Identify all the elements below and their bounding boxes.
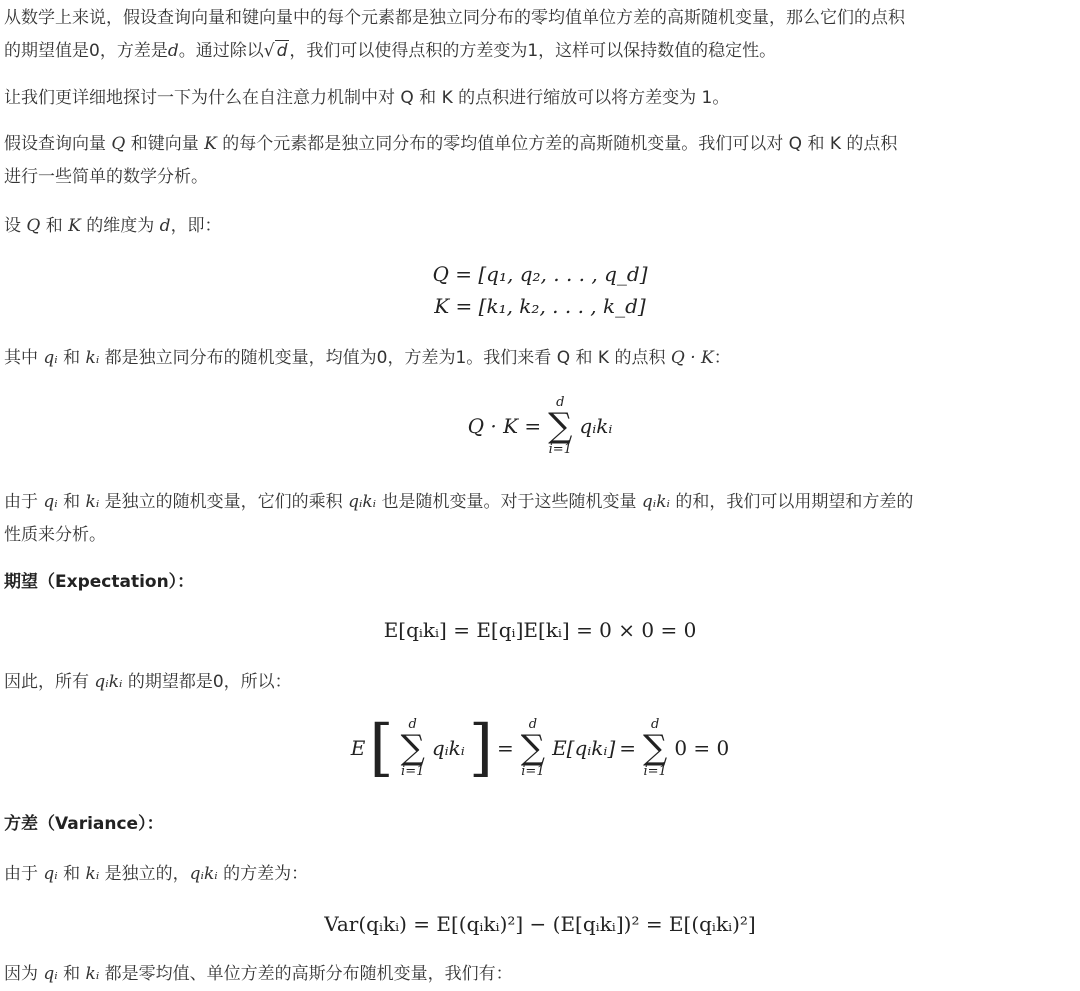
- equation-vector-Q: Q = [q₁, q₂, . . . , q_d]: [432, 262, 648, 286]
- math-d: d: [159, 216, 171, 236]
- math-qiki: qᵢkᵢ: [189, 864, 218, 884]
- math-sqrt-d: √ d: [263, 41, 288, 61]
- equation-vector-K: K = [k₁, k₂, . . . , k_d]: [434, 294, 646, 318]
- paragraph-assumption-line2: 进行一些简单的数学分析。: [4, 167, 208, 187]
- paragraph-therefore: 因此，所有 qᵢkᵢ 的期望都是0，所以：: [4, 672, 292, 692]
- math-Q: Q: [111, 134, 126, 154]
- equation-variance: Var(qᵢkᵢ) = E[(qᵢkᵢ)²] − (E[qᵢkᵢ])² = E[(qᵢkᵢ)²]: [324, 912, 756, 936]
- right-bracket: ]: [468, 711, 494, 784]
- math-K: K: [204, 134, 217, 154]
- text-segment: 。通过除以: [178, 41, 264, 61]
- equation-dot-product: [4, 396, 1076, 456]
- paragraph-assumption: [4, 128, 1076, 194]
- math-qi: qᵢ: [43, 492, 58, 512]
- paragraph-variance-intro: 由于 qᵢ 和 kᵢ 是独立的，qᵢkᵢ 的方差为：: [4, 864, 309, 884]
- math-d: d: [167, 41, 179, 61]
- heading-variance: 方差（Variance）：: [4, 814, 164, 834]
- text-segment: ，我们可以使得点积的方差变为1，这样可以保持数值的稳定性。: [289, 41, 777, 61]
- equation-sum-expectation: E [ d ∑ i=1 qᵢkᵢ ] = d ∑ i=1 E[qᵢkᵢ] = d ∑ i=1 0 = 0: [350, 711, 730, 784]
- math-ki: kᵢ: [85, 492, 100, 512]
- math-qiki: qᵢkᵢ: [94, 672, 123, 692]
- paragraph-intro: [4, 2, 1076, 68]
- equation-lhs: Q · K =: [467, 414, 542, 438]
- math-E: E: [350, 736, 366, 760]
- text-segment: 的期望值是0，方差是: [4, 41, 168, 61]
- paragraph-intro-line2: [4, 35, 1076, 68]
- heading-expectation: 期望（Expectation）：: [4, 572, 195, 592]
- paragraph-intro-line1: 从数学上来说，假设查询向量和键向量中的每个元素都是独立同分布的零均值单位方差的高斯随机变量，那么它们的点积: [4, 8, 905, 28]
- math-qi: qᵢ: [43, 864, 58, 884]
- math-ki: kᵢ: [85, 348, 100, 368]
- summation-symbol: d ∑ i=1: [400, 717, 425, 779]
- paragraph-independence: 由于 qᵢ 和 kᵢ 是独立的随机变量，它们的乘积 qᵢkᵢ 也是随机变量。对于这些随机变量 qᵢkᵢ 的和，我们可以用期望和方差的 性质来分析。: [4, 492, 914, 545]
- left-bracket: [: [369, 711, 394, 784]
- paragraph-assumption-line1: 假设查询向量 Q 和键向量 K 的每个元素都是独立同分布的零均值单位方差的高斯随机变量。我们可以对 Q 和 K 的点积: [4, 134, 898, 154]
- summation-symbol: d ∑ i=1: [548, 395, 573, 457]
- paragraph-gaussian: 因为 qᵢ 和 kᵢ 都是零均值、单位方差的高斯分布随机变量，我们有：: [4, 964, 513, 984]
- paragraph-dimension: 设 Q 和 K 的维度为 d，即：: [4, 216, 222, 236]
- equation-expectation: E[qᵢkᵢ] = E[qᵢ]E[kᵢ] = 0 × 0 = 0: [383, 618, 697, 642]
- summation-symbol: d ∑ i=1: [520, 717, 546, 779]
- math-ki: kᵢ: [85, 964, 100, 984]
- math-Q: Q: [26, 216, 41, 236]
- paragraph-scaling: 让我们更详细地探讨一下为什么在自注意力机制中对 Q 和 K 的点积进行缩放可以将方差变为 1。: [4, 88, 730, 108]
- math-ki: kᵢ: [85, 864, 100, 884]
- math-qiki: qᵢkᵢ: [641, 492, 670, 512]
- math-qi: qᵢ: [43, 964, 58, 984]
- math-K: K: [68, 216, 81, 236]
- equation-vectors: [4, 258, 1076, 322]
- math-qi: qᵢ: [43, 348, 58, 368]
- math-qiki: qᵢkᵢ: [348, 492, 377, 512]
- math-dot-product: Q · K: [670, 348, 714, 368]
- paragraph-elements: 其中 qᵢ 和 kᵢ 都是独立同分布的随机变量，均值为0，方差为1。我们来看 Q 和 K 的点积 Q · K：: [4, 348, 731, 368]
- summation-symbol: d ∑ i=1: [643, 717, 668, 779]
- equation-term: qᵢkᵢ: [579, 414, 613, 438]
